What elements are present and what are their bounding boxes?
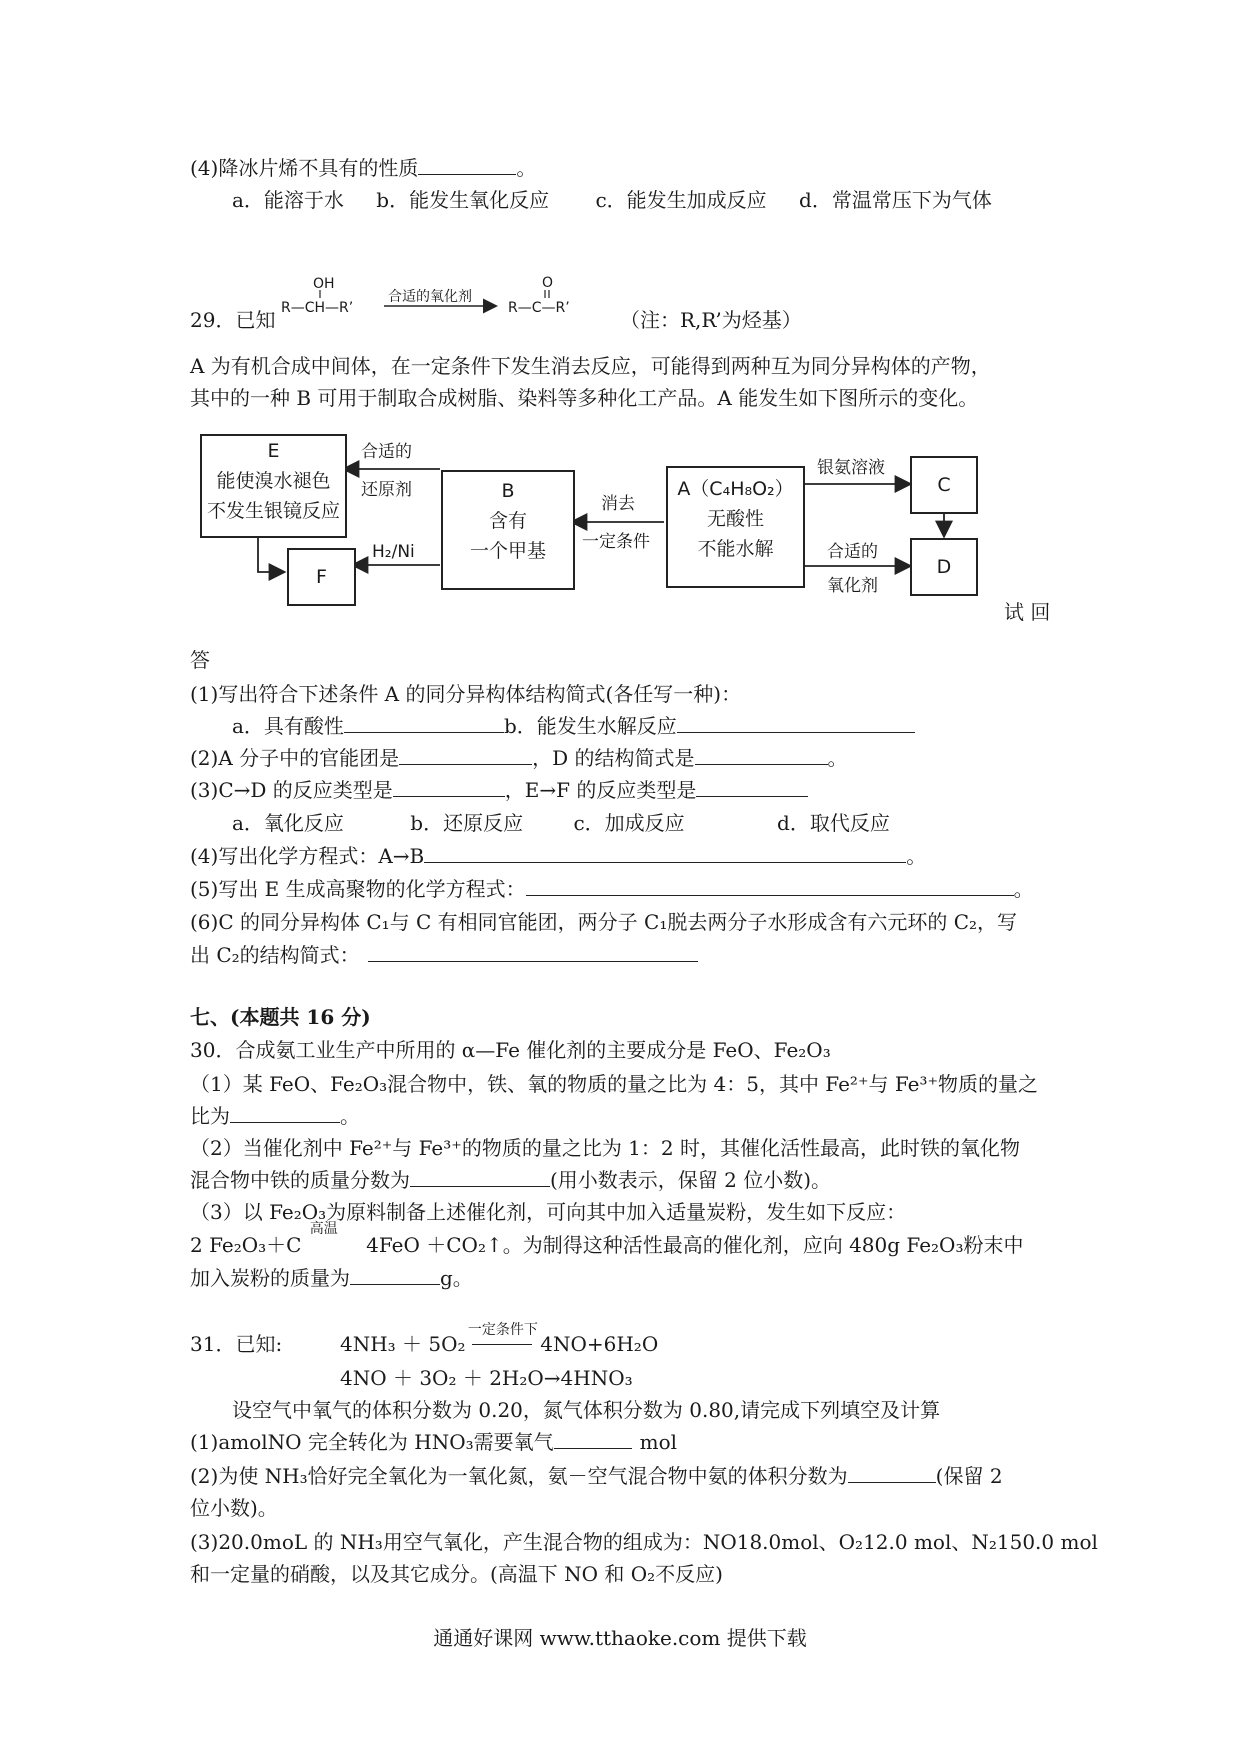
answer-blank-31-2[interactable]	[848, 1464, 936, 1483]
q31-eq2: 4NO ＋ 3O₂ ＋ 2H₂O→4HNO₃	[340, 1366, 633, 1390]
q29-3-options: a．氧化反应 b．还原反应 c．加成反应 d．取代反应	[232, 811, 890, 835]
compound-c-box: C	[910, 456, 978, 514]
answer-blank-30-2[interactable]	[410, 1168, 550, 1187]
reductant-label-2: 还原剂	[361, 480, 412, 500]
elimination-label: 消去	[601, 494, 635, 514]
answer-blank-30-3[interactable]	[350, 1266, 440, 1285]
answer-blank-31-1[interactable]	[554, 1430, 632, 1449]
q29-prefix: 29．已知	[190, 308, 276, 332]
q29-6-line2: 出 C₂的结构简式：	[190, 941, 698, 969]
footer-source: 通通好课网 www.tthaoke.com 提供下载	[433, 1626, 807, 1650]
answer-blank-6[interactable]	[368, 943, 698, 962]
q28-4-line: (4)降冰片烯不具有的性质 。	[190, 156, 537, 180]
q31-prefix: 31．已知:	[190, 1332, 283, 1356]
q29-note: （注：R,R’为烃基）	[620, 308, 802, 332]
q30-1-line1: （1）某 FeO、Fe₂O₃混合物中，铁、氧的物质的量之比为 4：5，其中 Fe²⁺与 Fe³⁺物质的量之	[190, 1072, 1039, 1096]
q31-eq1: 4NH₃ ＋ 5O₂ 一定条件下 4NO+6H₂O	[340, 1322, 659, 1356]
carbonyl-o-label: O	[542, 275, 554, 291]
q31-3-line1: (3)20.0moL 的 NH₃用空气氧化，产生混合物的组成为：NO18.0mol、O₂12.0 mol、N₂150.0 mol	[190, 1530, 1098, 1554]
q29-3: (3)C→D 的反应类型是 ，E→F 的反应类型是	[190, 776, 808, 804]
compound-d-box: D	[910, 538, 978, 596]
q30-stem: 30．合成氨工业生产中所用的 α—Fe 催化剂的主要成分是 FeO、Fe₂O₃	[190, 1038, 831, 1062]
silver-ammonia-label: 银氨溶液	[817, 458, 885, 478]
q29-1-parts: a．具有酸性 b．能发生水解反应	[232, 712, 915, 740]
compound-a-box: A（C₄H₈O₂） 无酸性 不能水解	[666, 466, 805, 588]
q29-intro-1: A 为有机合成中间体，在一定条件下发生消去反应，可能得到两种互为同分异构体的产物，	[190, 354, 991, 378]
q29-2: (2)A 分子中的官能团是 ，D 的结构简式是 。	[190, 746, 848, 770]
answer-blank-4[interactable]	[424, 844, 906, 863]
q30-3-line3: 加入炭粉的质量为 g。	[190, 1266, 473, 1290]
q30-1-line2: 比为 。	[190, 1104, 360, 1128]
compound-e-box: E 能使溴水褪色 不发生银镜反应	[200, 434, 347, 538]
oxidant-label-2: 氧化剂	[827, 576, 878, 596]
q31-assume: 设空气中氧气的体积分数为 0.20，氮气体积分数为 0.80,请完成下列填空及计算	[232, 1398, 941, 1422]
answer-blank-1b[interactable]	[677, 714, 915, 733]
oxidant-label: 合适的氧化剂	[388, 289, 472, 305]
condition-arrow: 一定条件下	[472, 1330, 534, 1358]
q30-3-line1: （3）以 Fe₂O₃为原料制备上述催化剂，可向其中加入适量炭粉，发生如下反应：	[190, 1200, 907, 1224]
try-answer-2: 答	[190, 648, 210, 672]
answer-blank[interactable]	[418, 156, 516, 175]
answer-blank-2a[interactable]	[399, 746, 532, 765]
high-temp-arrow: 高温	[309, 1221, 338, 1237]
q30-3-equation: 2 Fe₂O₃＋C 高温 4FeO ＋CO₂↑。为制得这种活性最高的催化剂，应向 480g Fe₂O₃粉末中	[190, 1221, 1024, 1257]
option-c: c．能发生加成反应	[595, 188, 767, 212]
q31-3-line2: 和一定量的硝酸，以及其它成分。(高温下 NO 和 O₂不反应)	[190, 1562, 723, 1586]
h2-ni-label: H₂/Ni	[372, 542, 415, 562]
section-7-title: 七、(本题共 16 分)	[190, 1005, 371, 1029]
option-d: d．常温常压下为气体	[799, 188, 992, 212]
q28-4-options	[232, 186, 1018, 214]
q29-intro-2: 其中的一种 B 可用于制取合成树脂、染料等多种化工产品。A 能发生如下图所示的变化。	[190, 386, 979, 410]
oxidant-label-1: 合适的	[827, 542, 878, 562]
compound-b-box: B 含有 一个甲基	[441, 470, 575, 590]
hydroxyl-label: OH	[313, 276, 335, 292]
answer-blank-3b[interactable]	[696, 778, 808, 797]
q29-4: (4)写出化学方程式：A→B 。	[190, 844, 927, 868]
answer-blank-1a[interactable]	[344, 714, 504, 733]
q29-5: (5)写出 E 生成高聚物的化学方程式： 。	[190, 877, 1034, 901]
try-answer: 试 回	[1004, 600, 1051, 624]
answer-blank-5[interactable]	[526, 877, 1014, 896]
q30-2-line2: 混合物中铁的质量分数为 (用小数表示，保留 2 位小数)。	[190, 1168, 832, 1192]
option-a: a．能溶于水	[232, 188, 344, 212]
answer-blank-3a[interactable]	[393, 778, 505, 797]
q29-6-line1: (6)C 的同分异构体 C₁与 C 有相同官能团，两分子 C₁脱去两分子水形成含有六元环的 C₂，写	[190, 910, 1018, 934]
q31-1: (1)amolNO 完全转化为 HNO₃需要氧气 mol	[190, 1430, 678, 1454]
alcohol-formula: R—CH—R’	[281, 300, 354, 316]
q29-1: (1)写出符合下述条件 A 的同分异构体结构简式(各任写一种)：	[190, 682, 742, 706]
compound-f-box: F	[287, 548, 356, 606]
q31-2-line1: (2)为使 NH₃恰好完全氧化为一氧化氮，氨－空气混合物中氨的体积分数为 (保留 2	[190, 1464, 1003, 1488]
answer-blank-30-1[interactable]	[230, 1104, 340, 1123]
reductant-label-1: 合适的	[361, 442, 412, 462]
q31-2-line2: 位小数)。	[190, 1496, 278, 1520]
q30-2-line1: （2）当催化剂中 Fe²⁺与 Fe³⁺的物质的量之比为 1：2 时，其催化活性最高，此时铁的氧化物	[190, 1136, 1020, 1160]
condition-label: 一定条件	[582, 532, 650, 552]
ketone-formula: R—C—R’	[508, 300, 570, 316]
option-b: b．能发生氧化反应	[376, 188, 550, 212]
answer-blank-2b[interactable]	[695, 746, 828, 765]
